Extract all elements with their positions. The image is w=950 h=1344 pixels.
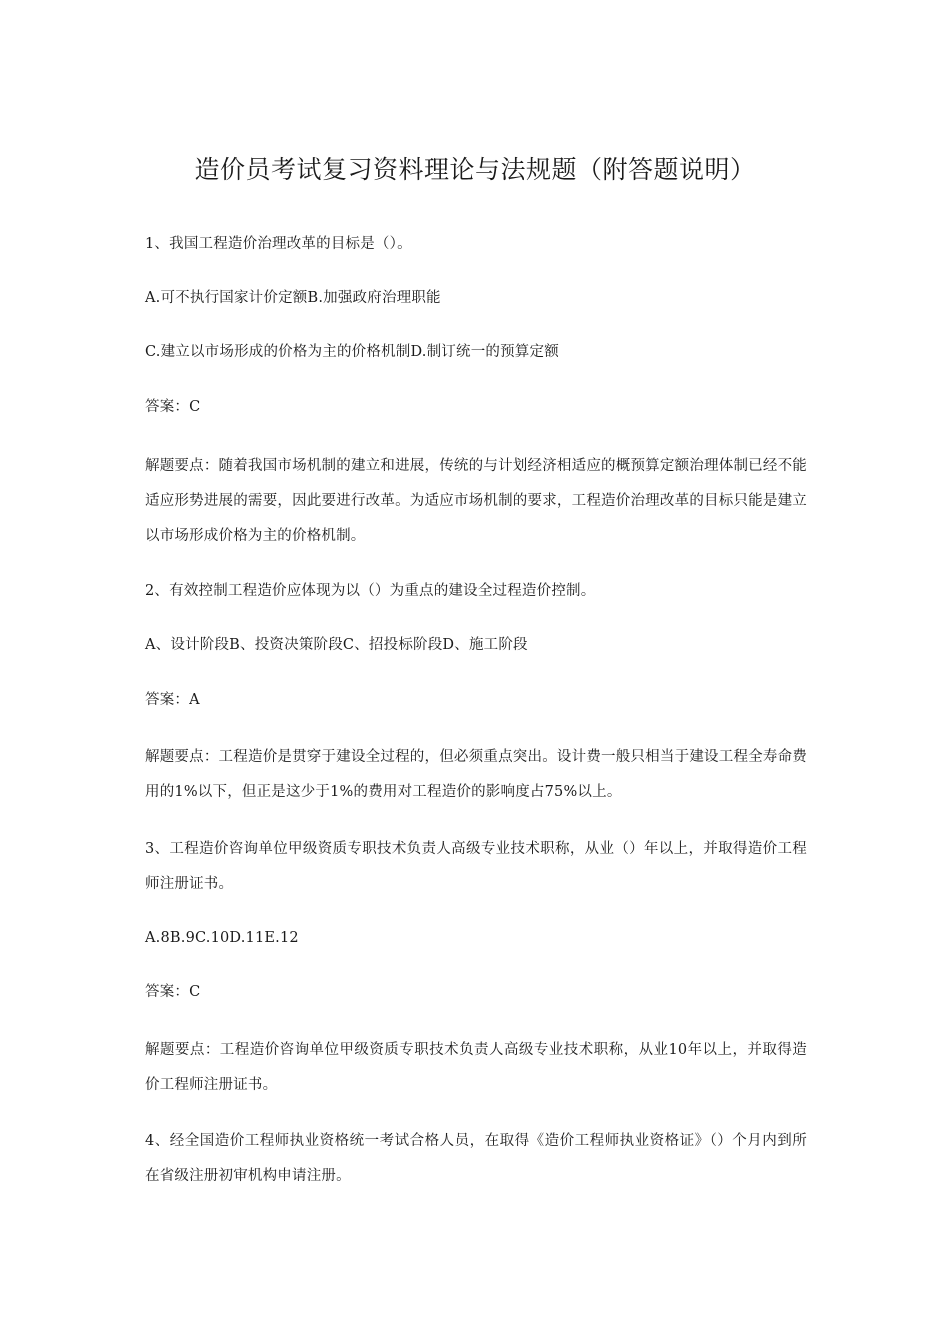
question-3-stem: 3、工程造价咨询单位甲级资质专职技术负责人高级专业技术职称，从业（）年以上，并取得造价工程师注册证书。 bbox=[145, 841, 807, 892]
question-3-answer: 答案：C bbox=[145, 984, 201, 1000]
question-2-stem: 2、有效控制工程造价应体现为以（）为重点的建设全过程造价控制。 bbox=[145, 583, 596, 599]
question-4-stem: 4、经全国造价工程师执业资格统一考试合格人员，在取得《造价工程师执业资格证》（）个月内到所在省级注册初审机构申请注册。 bbox=[145, 1133, 807, 1184]
question-3-explanation: 解题要点：工程造价咨询单位甲级资质专职技术负责人高级专业技术职称，从业10年以上，并取得造价工程师注册证书。 bbox=[145, 1042, 807, 1093]
question-1-options-line-2: C.建立以市场形成的价格为主的价格机制D.制订统一的预算定额 bbox=[145, 344, 559, 360]
question-2-answer: 答案：A bbox=[145, 692, 200, 708]
question-1-stem: 1、我国工程造价治理改革的目标是（）。 bbox=[145, 236, 412, 252]
question-1-answer: 答案：C bbox=[145, 399, 201, 415]
question-2-explanation: 解题要点：工程造价是贯穿于建设全过程的，但必须重点突出。设计费一般只相当于建设工程全寿命费用的1%以下，但正是这少于1%的费用对工程造价的影响度占75%以上。 bbox=[145, 749, 807, 800]
question-1-options-line-1: A.可不执行国家计价定额B.加强政府治理职能 bbox=[145, 290, 441, 306]
question-1-explanation: 解题要点：随着我国市场机制的建立和进展，传统的与计划经济相适应的概预算定额治理体制已经不能适应形势进展的需要，因此要进行改革。为适应市场机制的要求，工程造价治理改革的目标只能是建立以市场形成价格为主的价格机制。 bbox=[145, 458, 807, 544]
question-3-options: A.8B.9C.10D.11E.12 bbox=[145, 930, 299, 946]
document-title: 造价员考试复习资料理论与法规题（附答题说明） bbox=[194, 155, 756, 184]
question-2-options: A、设计阶段B、投资决策阶段C、招投标阶段D、施工阶段 bbox=[145, 637, 528, 653]
